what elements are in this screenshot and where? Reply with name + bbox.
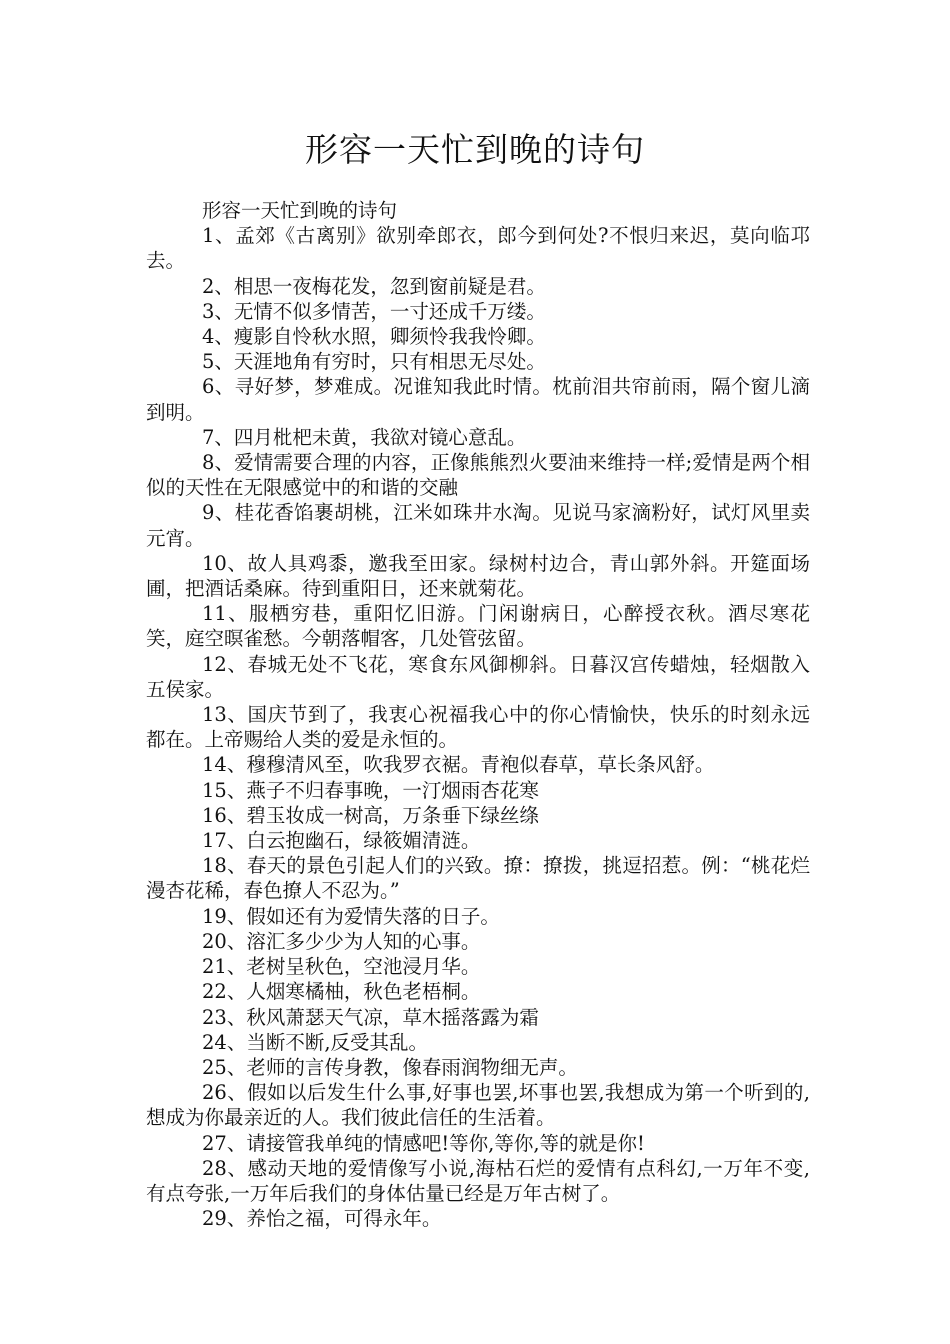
poem-line-21: 21、老树呈秋色，空池浸月华。 <box>202 955 481 979</box>
poem-line-8: 8、爱情需要合理的内容，正像熊熊烈火要油来维持一样;爱情是两个相似的天性在无限感觉中的和谐的交融 <box>146 451 810 500</box>
poem-line-17: 17、白云抱幽石，绿筱媚清涟。 <box>202 829 481 853</box>
poem-line-11: 11、服栖穷巷，重阳忆旧游。门闲谢病日，心醉授衣秋。酒尽寒花笑，庭空暝雀愁。今朝落帽客，几处管弦留。 <box>146 602 810 651</box>
poem-line-12: 12、春城无处不飞花，寒食东风御柳斜。日暮汉宫传蜡烛，轻烟散入五侯家。 <box>146 652 810 701</box>
document-title: 形容一天忙到晚的诗句 <box>305 130 645 169</box>
poem-line-6: 6、寻好梦，梦难成。况谁知我此时情。枕前泪共帘前雨，隔个窗儿滴到明。 <box>146 375 810 424</box>
poem-line-25: 25、老师的言传身教，像春雨润物细无声。 <box>202 1055 578 1079</box>
poem-line-1: 1、孟郊《古离别》欲别牵郎衣，郎今到何处?不恨归来迟，莫向临邛去。 <box>146 224 810 273</box>
poem-line-14: 14、穆穆清风至，吹我罗衣裾。青袍似春草，草长条风舒。 <box>202 753 715 777</box>
poem-line-20: 20、溶汇多少少为人知的心事。 <box>202 929 481 953</box>
poem-line-5: 5、天涯地角有穷时，只有相思无尽处。 <box>202 350 546 374</box>
poem-line-28: 28、感动天地的爱情像写小说,海枯石烂的爱情有点科幻,一万年不变,有点夸张,一万年后我们的身体估量已经是万年古树了。 <box>146 1156 810 1205</box>
poem-line-10: 10、故人具鸡黍，邀我至田家。绿树村边合，青山郭外斜。开筵面场圃，把酒话桑麻。待到重阳日，还来就菊花。 <box>146 551 810 601</box>
poem-line-24: 24、当断不断,反受其乱。 <box>202 1030 429 1054</box>
document-body <box>146 198 810 1231</box>
poem-line-3: 3、无情不似多情苦，一寸还成千万缕。 <box>202 299 546 323</box>
poem-line-15: 15、燕子不归春事晚，一汀烟雨杏花寒 <box>202 778 539 802</box>
poem-line-18: 18、春天的景色引起人们的兴致。撩：撩拨，挑逗招惹。例：“桃花烂漫杏花稀，春色撩人不忍为。” <box>146 854 810 903</box>
poem-line-29: 29、养怡之福，可得永年。 <box>202 1207 442 1231</box>
document-subtitle: 形容一天忙到晚的诗句 <box>202 199 398 222</box>
poem-line-19: 19、假如还有为爱情失落的日子。 <box>202 904 500 928</box>
poem-line-26: 26、假如以后发生什么事,好事也罢,坏事也罢,我想成为第一个听到的,想成为你最亲近的人。我们彼此信任的生活着。 <box>146 1081 810 1130</box>
poem-line-4: 4、瘦影自怜秋水照，卿须怜我我怜卿。 <box>202 325 546 349</box>
poem-line-23: 23、秋风萧瑟天气凉，草木摇落露为霜 <box>202 1005 539 1029</box>
poem-line-13: 13、国庆节到了，我衷心祝福我心中的你心情愉快，快乐的时刻永远都在。上帝赐给人类的爱是永恒的。 <box>146 703 810 752</box>
poem-line-27: 27、请接管我单纯的情感吧!等你,等你,等的就是你! <box>202 1131 645 1155</box>
poem-line-16: 16、碧玉妆成一树高，万条垂下绿丝绦 <box>202 803 539 827</box>
poem-line-9: 9、桂花香馅裹胡桃，江米如珠井水淘。见说马家滴粉好，试灯风里卖元宵。 <box>146 501 810 550</box>
poem-line-2: 2、相思一夜梅花发，忽到窗前疑是君。 <box>202 274 546 298</box>
poem-line-22: 22、人烟寒橘柚，秋色老梧桐。 <box>202 980 481 1004</box>
poem-line-7: 7、四月枇杷未黄，我欲对镜心意乱。 <box>202 425 527 449</box>
